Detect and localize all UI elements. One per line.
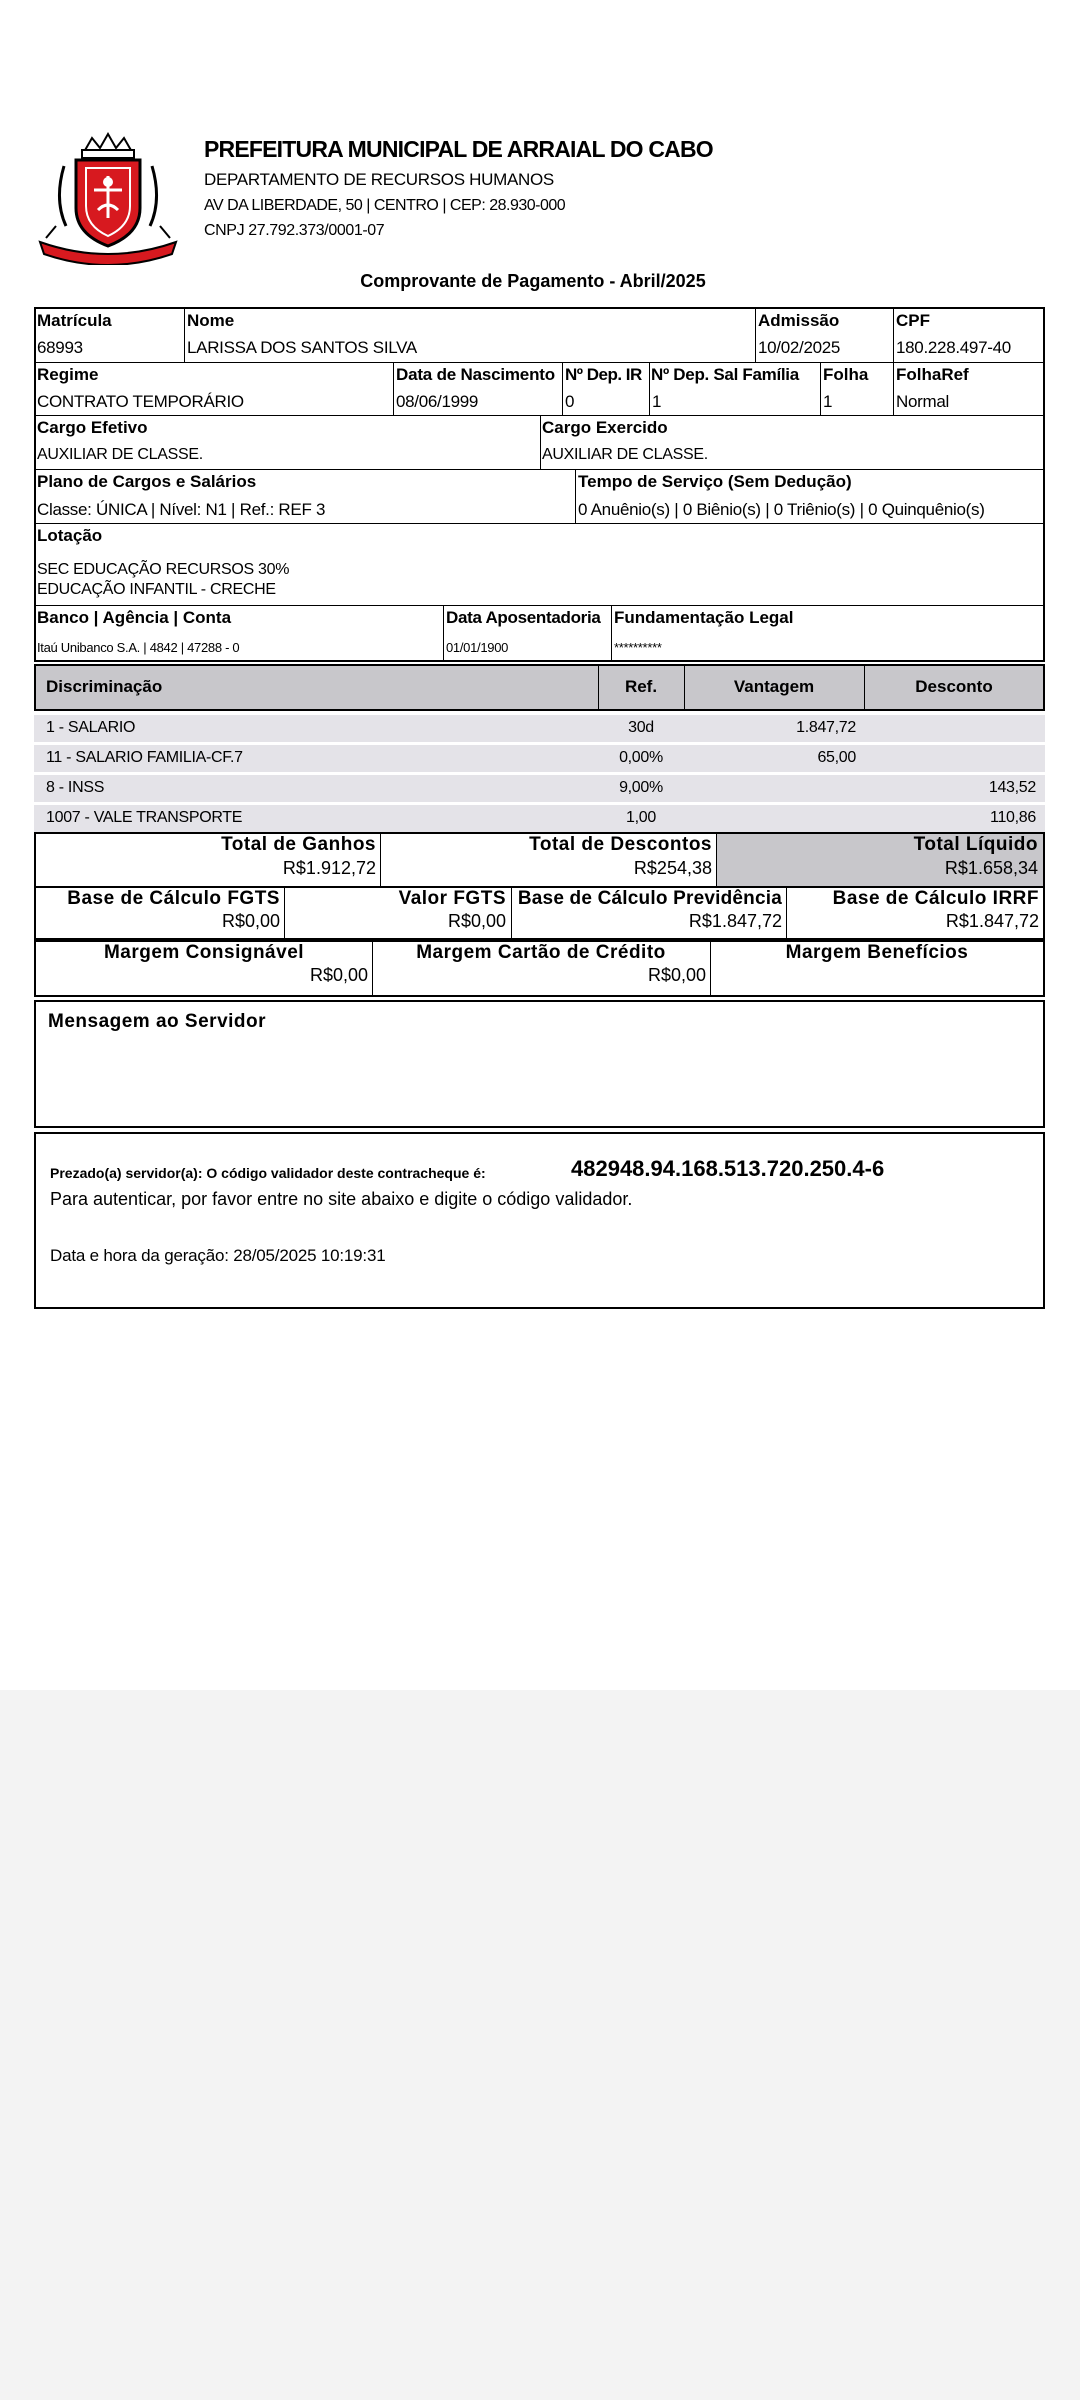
regime-value: CONTRATO TEMPORÁRIO [37,392,244,411]
row-desconto: 110,86 [990,809,1036,826]
table-row [34,745,1045,772]
cpf-label: CPF [896,311,930,330]
col-desconto: Desconto [915,677,993,696]
col-ref: Ref. [624,677,658,696]
matricula-label: Matrícula [37,311,112,330]
nome-value: LARISSA DOS SANTOS SILVA [187,338,417,357]
admissao-value: 10/02/2025 [758,338,841,357]
lotacao-label: Lotação [37,526,103,545]
dep-ir-value: 0 [565,392,575,411]
total-descontos-label: Total de Descontos [529,834,712,855]
cargo-exercido-value: AUXILIAR DE CLASSE. [542,446,708,463]
tempo-servico-value: 0 Anuênio(s) | 0 Biênio(s) | 0 Triênio(s) | 0 Quinquênio(s) [578,500,985,519]
matricula-value: 68993 [37,338,83,357]
valor-fgts-label: Valor FGTS [398,888,506,909]
margem-cartao-value: R$0,00 [647,965,706,985]
admissao-label: Admissão [758,311,840,330]
table-row [34,775,1045,802]
org-name: PREFEITURA MUNICIPAL DE ARRAIAL DO CABO [204,136,713,162]
aposentadoria-value: 01/01/1900 [446,640,509,655]
fundamentacao-value: ********** [614,640,662,655]
folha-label: Folha [823,365,869,384]
fundamentacao-label: Fundamentação Legal [614,608,794,627]
dep-ir-label: Nº Dep. IR [565,365,642,384]
row-ref: 0,00% [619,749,663,766]
row-ref: 30d [628,719,654,736]
margem-cartao-label: Margem Cartão de Crédito [416,942,666,963]
org-address: AV DA LIBERDADE, 50 | CENTRO | CEP: 28.930-000 [204,197,566,214]
total-ganhos-value: R$1.912,72 [282,858,376,878]
folha-value: 1 [823,392,833,411]
base-previdencia-label: Base de Cálculo Previdência [517,888,782,909]
municipal-crest-logo [36,130,181,265]
folharef-label: FolhaRef [896,365,969,384]
document-title: Comprovante de Pagamento - Abril/2025 [360,271,706,291]
row-desc: 8 - INSS [46,779,105,796]
cargo-efetivo-value: AUXILIAR DE CLASSE. [37,446,203,463]
message-title: Mensagem ao Servidor [48,1011,267,1032]
folharef-value: Normal [896,392,949,411]
regime-label: Regime [37,365,99,384]
base-previdencia-value: R$1.847,72 [688,911,782,931]
validation-prefix: Prezado(a) servidor(a): O código validador deste contracheque é: [50,1165,486,1181]
base-fgts-label: Base de Cálculo FGTS [67,888,280,909]
plano-cargos-label: Plano de Cargos e Salários [37,472,257,491]
dep-sal-familia-value: 1 [652,392,662,411]
base-irrf-value: R$1.847,72 [945,911,1039,931]
nascimento-value: 08/06/1999 [396,392,479,411]
table-row [34,805,1045,832]
validation-box [34,1132,1045,1309]
nome-label: Nome [187,311,235,330]
row-ref: 1,00 [626,809,656,826]
dep-sal-familia-label: Nº Dep. Sal Família [651,365,799,384]
total-liquido-label: Total Líquido [913,834,1038,855]
row-desc: 1 - SALARIO [46,719,136,736]
total-descontos-value: R$254,38 [633,858,712,878]
tempo-servico-label: Tempo de Serviço (Sem Dedução) [578,472,852,491]
org-cnpj: CNPJ 27.792.373/0001-07 [204,222,385,239]
margem-beneficios-label: Margem Benefícios [785,942,969,963]
col-discriminacao: Discriminação [46,677,163,696]
cpf-value: 180.228.497-40 [896,338,1011,357]
row-desc: 1007 - VALE TRANSPORTE [46,809,243,826]
lotacao-line-2: EDUCAÇÃO INFANTIL - CRECHE [37,581,276,598]
row-desc: 11 - SALARIO FAMILIA-CF.7 [46,749,243,766]
total-liquido-value: R$1.658,34 [944,858,1038,878]
validation-code: 482948.94.168.513.720.250.4-6 [571,1156,885,1181]
validation-instructions: Para autenticar, por favor entre no site abaixo e digite o código validador. [50,1189,633,1209]
generation-timestamp: Data e hora da geração: 28/05/2025 10:19:31 [50,1246,386,1265]
banco-label: Banco | Agência | Conta [37,608,232,627]
department-name: DEPARTAMENTO DE RECURSOS HUMANOS [204,170,554,189]
aposentadoria-label: Data Aposentadoria [446,608,601,627]
table-row [34,715,1045,742]
cargo-exercido-label: Cargo Exercido [542,418,668,437]
cargo-efetivo-label: Cargo Efetivo [37,418,148,437]
banco-value: Itaú Unibanco S.A. | 4842 | 47288 - 0 [37,640,240,655]
lotacao-line-1: SEC EDUCAÇÃO RECURSOS 30% [37,561,290,578]
col-vantagem: Vantagem [733,677,815,696]
margem-consignavel-value: R$0,00 [309,965,368,985]
row-vantagem: 65,00 [817,749,856,766]
nascimento-label: Data de Nascimento [396,365,555,384]
row-desconto: 143,52 [988,779,1036,796]
base-fgts-value: R$0,00 [221,911,280,931]
row-vantagem: 1.847,72 [796,719,856,736]
margem-consignavel-label: Margem Consignável [103,942,305,963]
total-ganhos-label: Total de Ganhos [221,834,376,855]
plano-cargos-value: Classe: ÚNICA | Nível: N1 | Ref.: REF 3 [37,500,326,519]
valor-fgts-value: R$0,00 [447,911,506,931]
base-irrf-label: Base de Cálculo IRRF [832,888,1039,909]
row-ref: 9,00% [619,779,663,796]
